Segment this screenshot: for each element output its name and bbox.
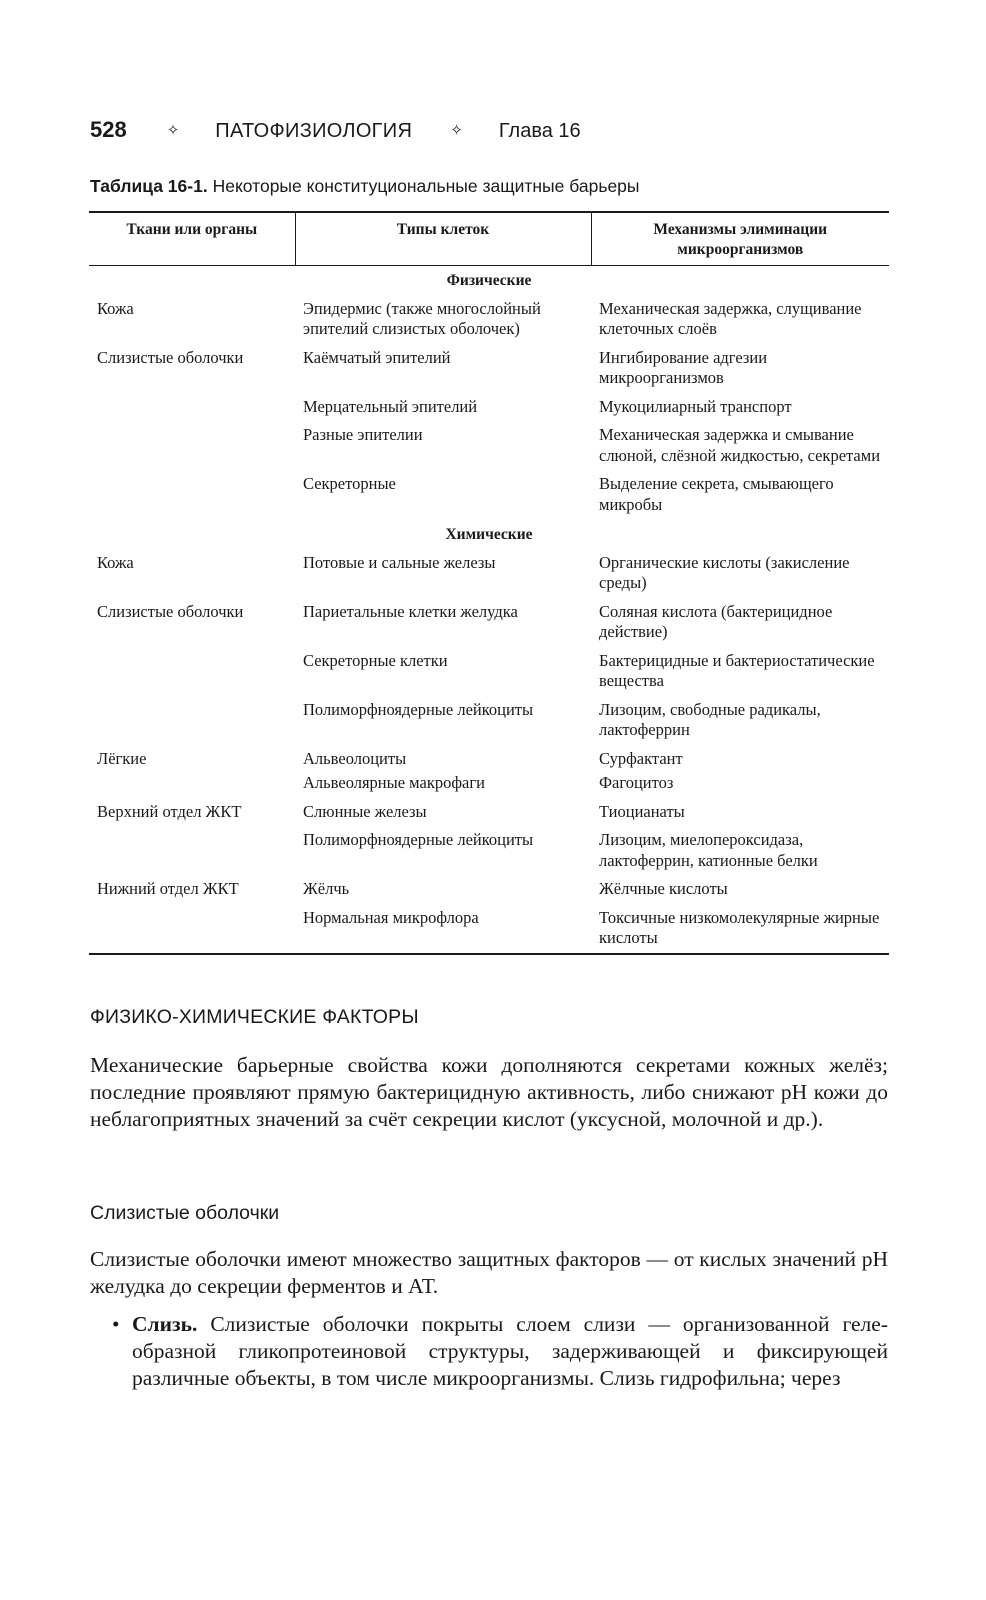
cell-type-cell: Полиморфноядерные лейкоциты <box>303 830 534 849</box>
cell-type-cell: Слюнные железы <box>303 801 427 821</box>
mechanism-cell: Механическая задержка, слущивание клеточных слоёв <box>599 298 862 338</box>
table-row <box>89 394 889 423</box>
cell-type-cell: Альвеолярные макрофаги <box>303 773 485 792</box>
tissue-cell <box>89 394 295 423</box>
table-row <box>89 827 889 876</box>
separator-diamond-icon: ✧ <box>450 122 463 139</box>
tissue-cell: Нижний отдел ЖКТ <box>97 879 239 898</box>
mechanism-cell: Органические кислоты (закисление среды) <box>599 552 850 592</box>
cell-type-cell: Полиморфноядерные лейкоциты <box>303 699 534 719</box>
tissue-cell: Верхний отдел ЖКТ <box>97 801 242 821</box>
body-paragraph: Механические барьерные свойства кожи дополняются секретами кожных желёз; последние проявляют прямую бактерицидную активность, либо снижают pH кожи до неблагоприятных значений за счёт секреции кислот (уксусной, молочной и др.). <box>90 1053 888 1131</box>
tissue-cell: Слизистые оболочки <box>97 347 244 367</box>
tissue-cell <box>89 770 295 799</box>
tissue-cell <box>89 648 295 697</box>
cell-type-cell: Потовые и сальные железы <box>303 552 496 572</box>
section-row-physical <box>89 266 889 296</box>
cell-type-cell: Каёмчатый эпителий <box>303 347 451 367</box>
mechanism-cell: Жёлчные кислоты <box>599 879 728 898</box>
section-heading: ФИЗИКО-ХИМИЧЕСКИЕ ФАКТОРЫ <box>90 1006 419 1028</box>
cell-type-cell: Мерцательный эпителий <box>303 396 478 416</box>
mechanism-cell: Мукоцилиарный транспорт <box>599 396 792 416</box>
table-row <box>89 746 889 771</box>
tissue-cell <box>89 471 295 520</box>
page-number: 528 <box>90 117 127 142</box>
cell-type-cell: Жёлчь <box>303 879 350 898</box>
tissue-cell <box>89 422 295 471</box>
table-row <box>89 770 889 799</box>
cell-type-cell: Секреторные клетки <box>303 650 448 670</box>
table-caption-text: Некоторые конституциональные защитные барьеры <box>212 176 640 196</box>
mechanism-cell: Выделение секрета, смывающего микробы <box>599 474 834 514</box>
running-head <box>90 117 581 143</box>
column-header-tissues: Ткани или органы <box>89 212 295 266</box>
mechanism-cell: Тиоцианаты <box>599 801 685 821</box>
bullet-item <box>112 1311 888 1392</box>
table-caption <box>90 176 639 197</box>
table-row <box>89 471 889 520</box>
table-row <box>89 697 889 746</box>
tissue-cell: Кожа <box>97 552 134 572</box>
cell-type-cell: Альвеолоциты <box>303 748 407 768</box>
subsection-heading: Слизистые оболочки <box>90 1202 280 1224</box>
table-row <box>89 599 889 648</box>
chapter-label: Глава 16 <box>498 120 581 142</box>
section-row-chemical <box>89 520 889 550</box>
separator-diamond-icon: ✧ <box>166 122 180 139</box>
barriers-table <box>89 211 889 955</box>
mechanism-cell: Соляная кислота (бактерицидное действие) <box>599 601 833 641</box>
mechanism-cell: Сурфактант <box>599 748 683 768</box>
column-header-cell-types: Типы клеток <box>295 212 591 266</box>
cell-type-cell: Эпидермис (также многослойный эпителий слизистых оболочек) <box>303 298 541 338</box>
cell-type-cell: Париетальные клетки желудка <box>303 601 518 621</box>
bullet-term: Слизь. <box>132 1312 198 1336</box>
table-row <box>89 876 889 905</box>
table-header-row <box>89 212 889 266</box>
bullet-icon: • <box>112 1312 120 1336</box>
tissue-cell: Лёгкие <box>97 748 147 768</box>
table-row <box>89 296 889 345</box>
mechanism-cell: Лизоцим, миелопероксидаза, лактоферрин, катионные белки <box>599 830 818 870</box>
table-row <box>89 345 889 394</box>
tissue-cell: Слизистые оболочки <box>97 601 244 621</box>
section-label-physical: Физические <box>446 272 532 289</box>
tissue-cell: Кожа <box>97 298 134 318</box>
body-paragraph: Слизистые оболочки имеют множество защитных факторов — от кислых значений pH желудка до секреции ферментов и АТ. <box>90 1247 888 1298</box>
mechanism-cell: Лизоцим, свободные радикалы, лактоферрин <box>599 699 821 739</box>
table-row <box>89 422 889 471</box>
section-label-chemical: Химические <box>445 526 533 543</box>
tissue-cell <box>89 905 295 954</box>
mechanism-cell: Механическая задержка и смывание слюной, слёзной жидкостью, секретами <box>599 425 881 465</box>
cell-type-cell: Секреторные <box>303 474 396 493</box>
cell-type-cell: Разные эпителии <box>303 425 423 444</box>
table-row <box>89 550 889 599</box>
tissue-cell <box>89 697 295 746</box>
table-caption-label: Таблица 16-1. <box>90 176 208 196</box>
mechanism-cell: Бактерицидные и бактериостатические вещества <box>599 650 875 690</box>
table-row <box>89 799 889 828</box>
mechanism-cell: Токсичные низкомолекулярные жирные кислоты <box>599 907 880 947</box>
bullet-body <box>112 1311 888 1392</box>
mechanism-cell: Фагоцитоз <box>599 773 674 792</box>
cell-type-cell: Нормальная микрофлора <box>303 907 479 927</box>
mechanism-cell: Ингибирование адгезии микроорганизмов <box>599 347 768 387</box>
bullet-text: Слизистые оболочки покрыты слоем слизи — организованной гелеобразной гликопротеиновой структуры, задерживающей и фиксирующей различные объекты, в том числе микроорганизмы. Слизь гидрофильна; через <box>132 1312 888 1390</box>
column-header-mechanisms: Механизмы элиминации микроорганизмов <box>591 212 889 266</box>
table-row <box>89 905 889 954</box>
tissue-cell <box>89 827 295 876</box>
book-title: ПАТОФИЗИОЛОГИЯ <box>215 120 413 142</box>
table-row <box>89 648 889 697</box>
